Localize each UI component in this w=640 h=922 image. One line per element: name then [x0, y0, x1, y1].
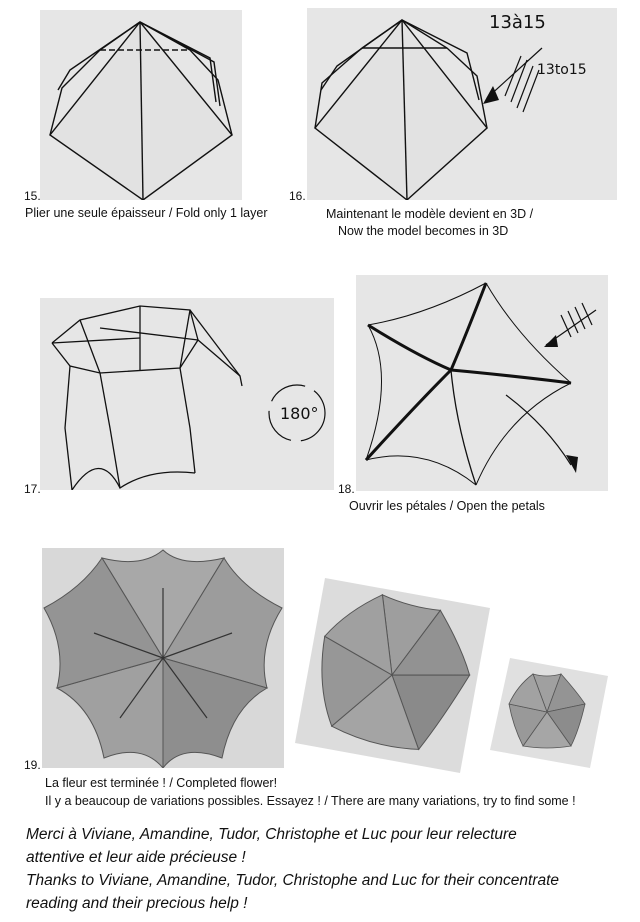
completed-flower-photo-large [42, 548, 284, 768]
step-17-drawing [40, 298, 334, 490]
rotation-label: 180° [280, 404, 319, 423]
step-19-number: 19. [24, 758, 41, 772]
step-18-caption: Ouvrir les pétales / Open the petals [349, 499, 545, 513]
step-17-diagram [40, 298, 334, 490]
step-16-annotation-bottom: 13to15 [537, 62, 587, 78]
completed-flower-photo-small [490, 658, 608, 768]
thanks-line-1: Merci à Viviane, Amandine, Tudor, Christophe et Luc pour leur relecture [26, 826, 517, 843]
step-16-drawing [307, 8, 617, 200]
step-15-number: 15. [24, 189, 41, 203]
step-16-caption-line1: Maintenant le modèle devient en 3D / [326, 207, 534, 221]
step-15-diagram [40, 10, 242, 200]
step-19-caption-line1: La fleur est terminée ! / Completed flower! [45, 776, 278, 790]
step-18-number: 18. [338, 482, 355, 496]
step-18-drawing [356, 275, 608, 491]
step-16-caption-line2: Now the model becomes in 3D [338, 224, 509, 238]
thanks-line-2: attentive et leur aide précieuse ! [26, 849, 246, 866]
step-18-diagram [356, 275, 608, 491]
step-16-annotation-top: 13à15 [489, 12, 546, 33]
step-16-number: 16. [289, 189, 306, 203]
thanks-line-4: reading and their precious help ! [26, 895, 248, 912]
step-15-drawing [40, 10, 242, 200]
step-15-caption: Plier une seule épaisseur / Fold only 1 layer [25, 206, 268, 220]
completed-flower-photo-medium [295, 578, 490, 773]
step-19-caption-line2: Il y a beaucoup de variations possibles. Essayez ! / There are many variations, try to find some ! [45, 794, 576, 808]
step-17-number: 17. [24, 482, 41, 496]
thanks-line-3: Thanks to Viviane, Amandine, Tudor, Christophe and Luc for their concentrate [26, 872, 560, 889]
step-16-diagram [307, 8, 617, 200]
